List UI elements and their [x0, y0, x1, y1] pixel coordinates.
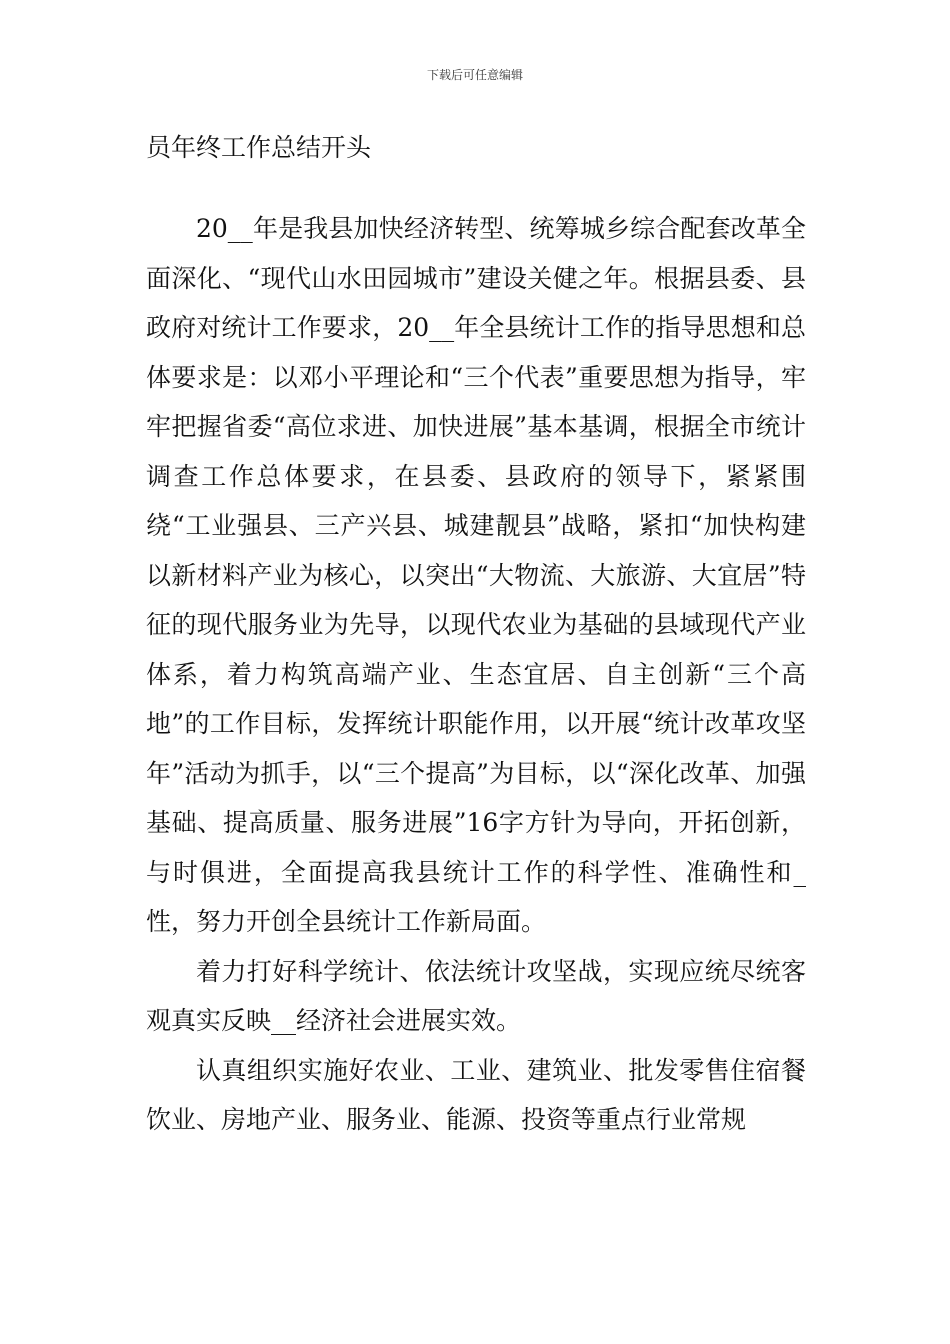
- paragraph-3: 认真组织实施好农业、工业、建筑业、批发零售住宿餐饮业、房地产业、服务业、能源、投资等重点行业常规: [146, 1055, 806, 1134]
- document-title: 员年终工作总结开头: [146, 133, 372, 162]
- paragraph-1: 20__年是我县加快经济转型、统筹城乡综合配套改革全面深化、“现代山水田园城市”建设关健之年。根据县委、县政府对统计工作要求，20__年全县统计工作的指导思想和总体要求是：以邓小平理论和“三个代表”重要思想为指导，牢牢把握省委“高位求进、加快进展”基本基调，根据全市统计调查工作总体要求，在县委、县政府的领导下，紧紧围绕“工业强县、三产兴县、城建靓县”战略，紧扣“加快构建以新材料产业为核心，以突出“大物流、大旅游、大宜居”特征的现代服务业为先导，以现代农业为基础的县域现代产业体系，着力构筑高端产业、生态宜居、自主创新“三个高地”的工作目标，发挥统计职能作用，以开展“统计改革攻坚年”活动为抓手，以“三个提高”为目标，以“深化改革、加强基础、提高质量、服务进展”16字方针为导向，开拓创新，与时俱进，全面提高我县统计工作的科学性、准确性和_性，努力开创全县统计工作新局面。: [146, 214, 806, 936]
- page-header-note: 下载后可任意编辑: [426, 68, 523, 82]
- document-body: [146, 204, 806, 1145]
- paragraph-2: 着力打好科学统计、依法统计攻坚战，实现应统尽统客观真实反映__经济社会进展实效。: [146, 956, 806, 1035]
